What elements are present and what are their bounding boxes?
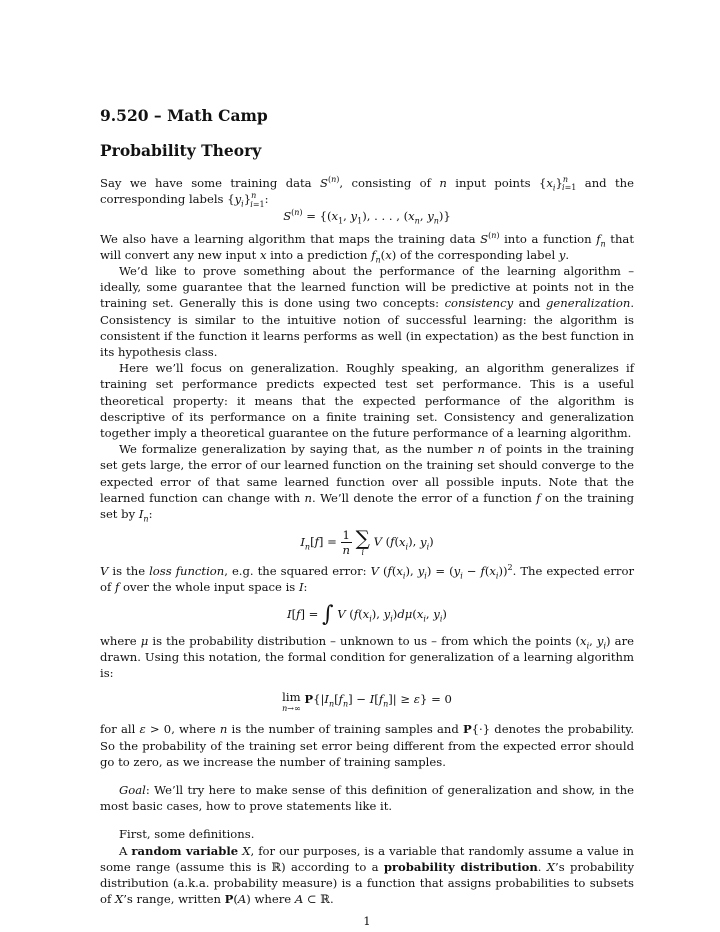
paragraph-loss-function: V is the loss function, e.g. the squared error: V ($f(x_i)$, $y_i) = (y_i - f(x_i))^2$. The expected error of f over the whole input space is I: [100,563,634,595]
paragraph-training-data: Say we have some training data $S^{(n)}$, consisting of n input points $\{x_i\}^n_{i=1}$ and the corresponding labels $\{y_i\}^n_{i=1}$: [100,175,634,209]
document-body [100,175,634,907]
equation-generalization-condition: lim n→∞ $P\{|I_n[f_n] - I[f_n]| \ge \varepsilon\} = 0$ [282,690,452,714]
paragraph-distribution: where μ is the probability distribution – unknown to us – from which the points ($x_i$, $y_i$) are drawn. Using this notation, the formal condition for generalization of a learning algorithm is: [100,633,634,681]
paragraph-generalization: Here we’ll focus on generalization. Roughly speaking, an algorithm generalizes if training set performance predicts expected test set performance. This is a useful theoretical property: it means that the expected performance of the algorithm is descriptive of its performance on a finite training set. Consistency and generalization together imply a theoretical guarantee on the future performance of a learning algorithm. [100,361,634,441]
document-title: 9.520 – Math Camp [100,106,268,125]
equation-empirical-error: $I_n[f]$ = $\frac{1}{n}$ ∑ i V ($f(x_i)$, $y_i$) [300,526,434,558]
equation-expected-error: I[f] = ∫ V ($f(x_i)$, $y_i)d\mu(x_i$, $y_i$) [287,601,447,627]
paragraph-formalize: We formalize generalization by saying that, as the number n of points in the training set gets large, the error of our learned function on the training set should converge to the expected error of that same learned function over all possible inputs. Note that the learned function can change with n. We’ll denote the error of a function f on the training set by $I_n$: [100,442,635,524]
page-number: 1 [363,914,371,928]
paragraph-goal: Goal: We’ll try here to make sense of this definition of generalization and show, in the most basic cases, how to prove statements like it. [100,782,634,814]
equation-training-set: $S^{(n)} = \{(x_1$, $y_1$), . . . , ($x_n$, $y_n$)} [283,208,451,226]
paragraph-learning-algorithm: We also have a learning algorithm that maps the training data $S^{(n)}$ into a function $f_n$ that will convert any new input x into a prediction $f_n(x)$ of the corresponding label y. [100,230,634,265]
paragraph-consistency: We’d like to prove something about the performance of the learning algorithm – ideally, some guarantee that the learned function will be predictive at points not in the training set. Generally this is done using two concepts: consistency and generalization. Consistency is similar to the intuitive notion of successful learning: the algorithm is consistent if the function it learns performs as well (in expectation) as the best function in its hypothesis class. [100,264,634,360]
section-heading: Probability Theory [100,141,262,160]
paragraph-random-variable: A random variable X, for our purposes, is a variable that randomly assume a value in some range (assume this is ℝ) according to a probability distribution. X’s probability distribution (a.k.a. probability measure) is a function that assigns probabilities to subsets of X’s range, written P(A) where A ⊂ ℝ. [100,843,634,907]
paragraph-definitions-intro: First, some definitions. [119,827,255,842]
paragraph-probability: for all ε > 0, where n is the number of training samples and P{·} denotes the probability. So the probability of the training set error being different from the expected error should go to zero, as we increase the number of training samples. [100,722,635,769]
